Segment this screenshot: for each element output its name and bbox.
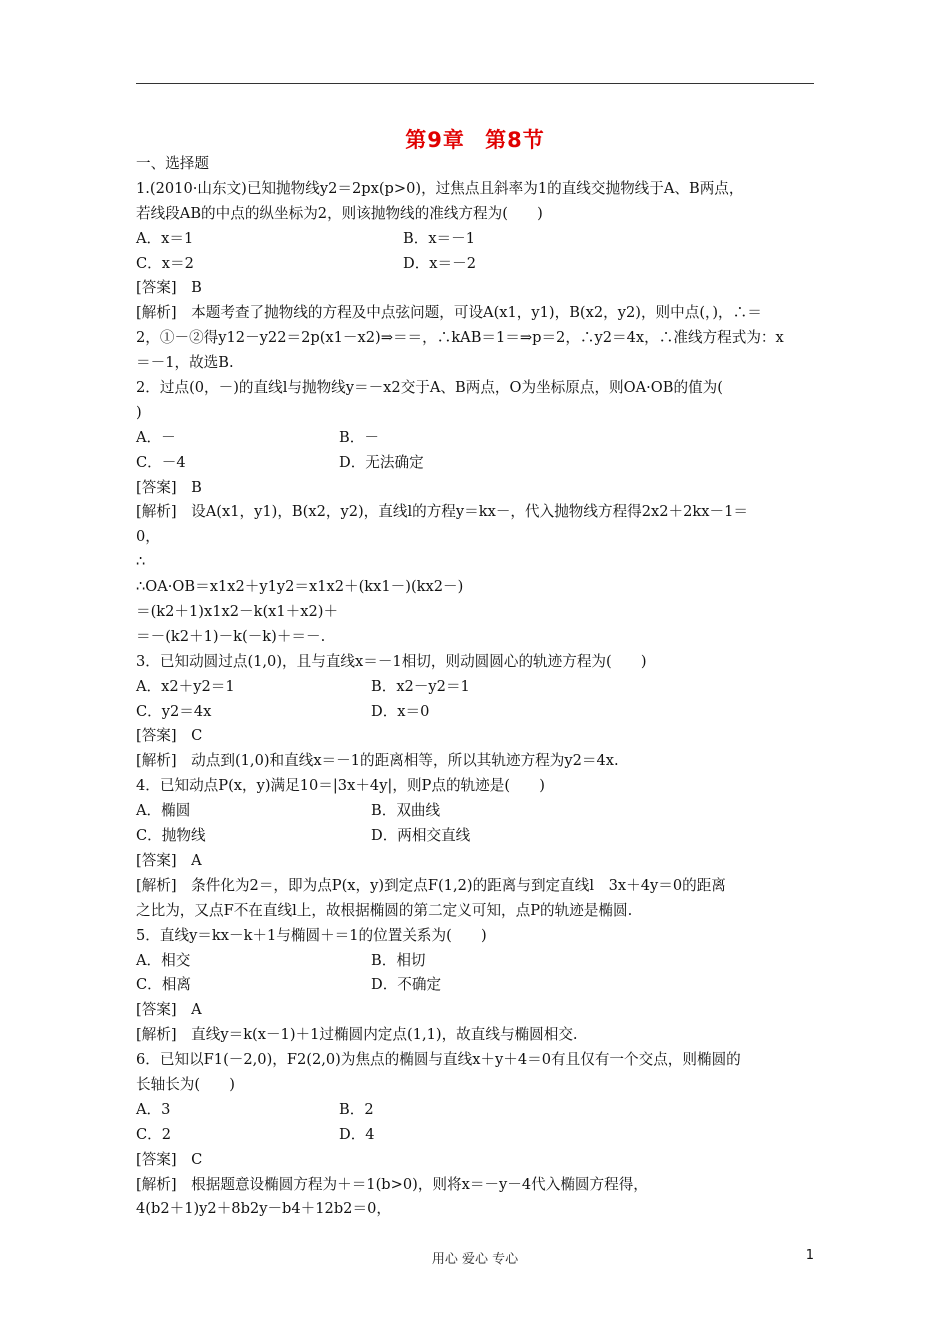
question-3 <box>136 650 816 774</box>
analysis-line: [解析] 设A(x1，y1)，B(x2，y2)，直线l的方程y＝kx－，代入抛物线方程得2x2＋2kx－1＝ <box>136 503 748 521</box>
analysis-line: [解析] 本题考查了抛物线的方程及中点弦问题，可设A(x1，y1)，B(x2，y2)，则中点(，)，∴＝ <box>136 304 762 322</box>
option-b: B．x2－y2＝1 <box>371 677 470 695</box>
analysis-line: ＝(k2＋1)x1x2－k(x1＋x2)＋ <box>136 603 339 621</box>
option-a: A．x2＋y2＝1 <box>136 677 235 695</box>
option-a: A．－ <box>136 428 176 446</box>
chapter-label: 第9章 <box>405 128 465 152</box>
option-c: C．y2＝4x <box>136 702 212 720</box>
option-c: C．抛物线 <box>136 827 206 845</box>
option-a: A．3 <box>136 1100 171 1118</box>
answer: [答案] C <box>136 727 203 745</box>
options-row <box>136 451 816 476</box>
option-b: B．－ <box>339 428 379 446</box>
analysis-line: 之比为，又点F不在直线l上，故根据椭圆的第二定义可知，点P的轨迹是椭圆. <box>136 901 633 919</box>
header-rule <box>136 83 814 84</box>
analysis-line: 0， <box>136 528 160 546</box>
question-stem-line: 6．已知以F1(－2,0)，F2(2,0)为焦点的椭圆与直线x＋y＋4＝0有且仅有一个交点，则椭圆的 <box>136 1051 741 1069</box>
option-b: B．2 <box>339 1100 374 1118</box>
option-c: C．相离 <box>136 976 191 994</box>
options-row <box>136 252 816 277</box>
option-d: D．x＝－2 <box>403 254 476 272</box>
analysis-line: 4(b2＋1)y2＋8b2y－b4＋12b2＝0， <box>136 1200 391 1218</box>
option-d: D．无法确定 <box>339 453 424 471</box>
page-number: 1 <box>805 1248 814 1263</box>
options-row <box>136 824 816 849</box>
analysis-line: ∴OA·OB＝x1x2＋y1y2＝x1x2＋(kx1－)(kx2－) <box>136 578 464 596</box>
options-row <box>136 973 816 998</box>
option-c: C．2 <box>136 1125 172 1143</box>
option-d: D．x＝0 <box>371 702 430 720</box>
question-2 <box>136 376 816 650</box>
option-a: A．相交 <box>136 951 191 969</box>
option-d: D．两相交直线 <box>371 827 471 845</box>
options-row <box>136 426 816 451</box>
question-stem-line: 5．直线y＝kx－k＋1与椭圆＋＝1的位置关系为( ) <box>136 926 487 944</box>
question-4 <box>136 774 816 923</box>
option-b: B．双曲线 <box>371 802 441 820</box>
answer: [答案] A <box>136 851 202 869</box>
option-b: B．相切 <box>371 951 426 969</box>
analysis-line: ＝－(k2＋1)－k(－k)＋＝－. <box>136 627 326 645</box>
section-label: 第8节 <box>485 128 545 152</box>
option-a: A．椭圆 <box>136 802 191 820</box>
option-a: A．x＝1 <box>136 229 194 247</box>
analysis-line: [解析] 直线y＝k(x－1)＋1过椭圆内定点(1,1)，故直线与椭圆相交. <box>136 1026 578 1044</box>
answer: [答案] B <box>136 279 202 297</box>
options-row <box>136 675 816 700</box>
option-d: D．不确定 <box>371 976 442 994</box>
question-stem-line: ) <box>136 403 142 421</box>
analysis-line: [解析] 条件化为2＝，即为点P(x，y)到定点F(1,2)的距离与到定直线l 3x＋4y＝0的距离 <box>136 876 726 894</box>
question-stem-line: 1.(2010·山东文)已知抛物线y2＝2px(p>0)，过焦点且斜率为1的直线交抛物线于A、B两点， <box>136 179 744 197</box>
options-row <box>136 227 816 252</box>
answer: [答案] C <box>136 1150 203 1168</box>
options-row <box>136 949 816 974</box>
footer-slogan: 用心 爱心 专心 <box>431 1252 519 1267</box>
option-b: B．x＝－1 <box>403 229 476 247</box>
analysis-line: [解析] 动点到(1,0)和直线x＝－1的距离相等，所以其轨迹方程为y2＝4x. <box>136 752 619 770</box>
option-d: D．4 <box>339 1125 375 1143</box>
analysis-line: ∴ <box>136 553 146 571</box>
option-c: C．x＝2 <box>136 254 194 272</box>
question-stem-line: 若线段AB的中点的纵坐标为2，则该抛物线的准线方程为( ) <box>136 204 543 222</box>
answer: [答案] B <box>136 478 202 496</box>
answer: [答案] A <box>136 1001 202 1019</box>
question-6 <box>136 1048 816 1222</box>
question-stem-line: 3．已知动圆过点(1,0)，且与直线x＝－1相切，则动圆圆心的轨迹方程为( ) <box>136 652 647 670</box>
options-row <box>136 799 816 824</box>
analysis-line: 2，①－②得y12－y22＝2p(x1－x2)⇒＝＝，∴kAB＝1＝⇒p＝2，∴y2＝4x，∴准线方程式为：x <box>136 329 784 347</box>
analysis-line: ＝－1，故选B. <box>136 354 234 372</box>
option-c: C．－4 <box>136 453 186 471</box>
question-1 <box>136 177 816 376</box>
question-stem-line: 2．过点(0，－)的直线l与抛物线y＝－x2交于A、B两点，O为坐标原点，则OA·OB的值为( <box>136 379 723 397</box>
document-body <box>136 152 816 1222</box>
section-heading: 一、选择题 <box>136 155 209 172</box>
page-title <box>0 124 950 154</box>
options-row <box>136 1098 816 1123</box>
question-stem-line: 长轴长为( ) <box>136 1075 235 1093</box>
options-row <box>136 1123 816 1148</box>
options-row <box>136 700 816 725</box>
analysis-line: [解析] 根据题意设椭圆方程为＋＝1(b>0)，则将x＝－y－4代入椭圆方程得， <box>136 1175 648 1193</box>
question-5 <box>136 924 816 1048</box>
question-stem-line: 4．已知动点P(x，y)满足10＝|3x＋4y|，则P点的轨迹是( ) <box>136 777 545 795</box>
